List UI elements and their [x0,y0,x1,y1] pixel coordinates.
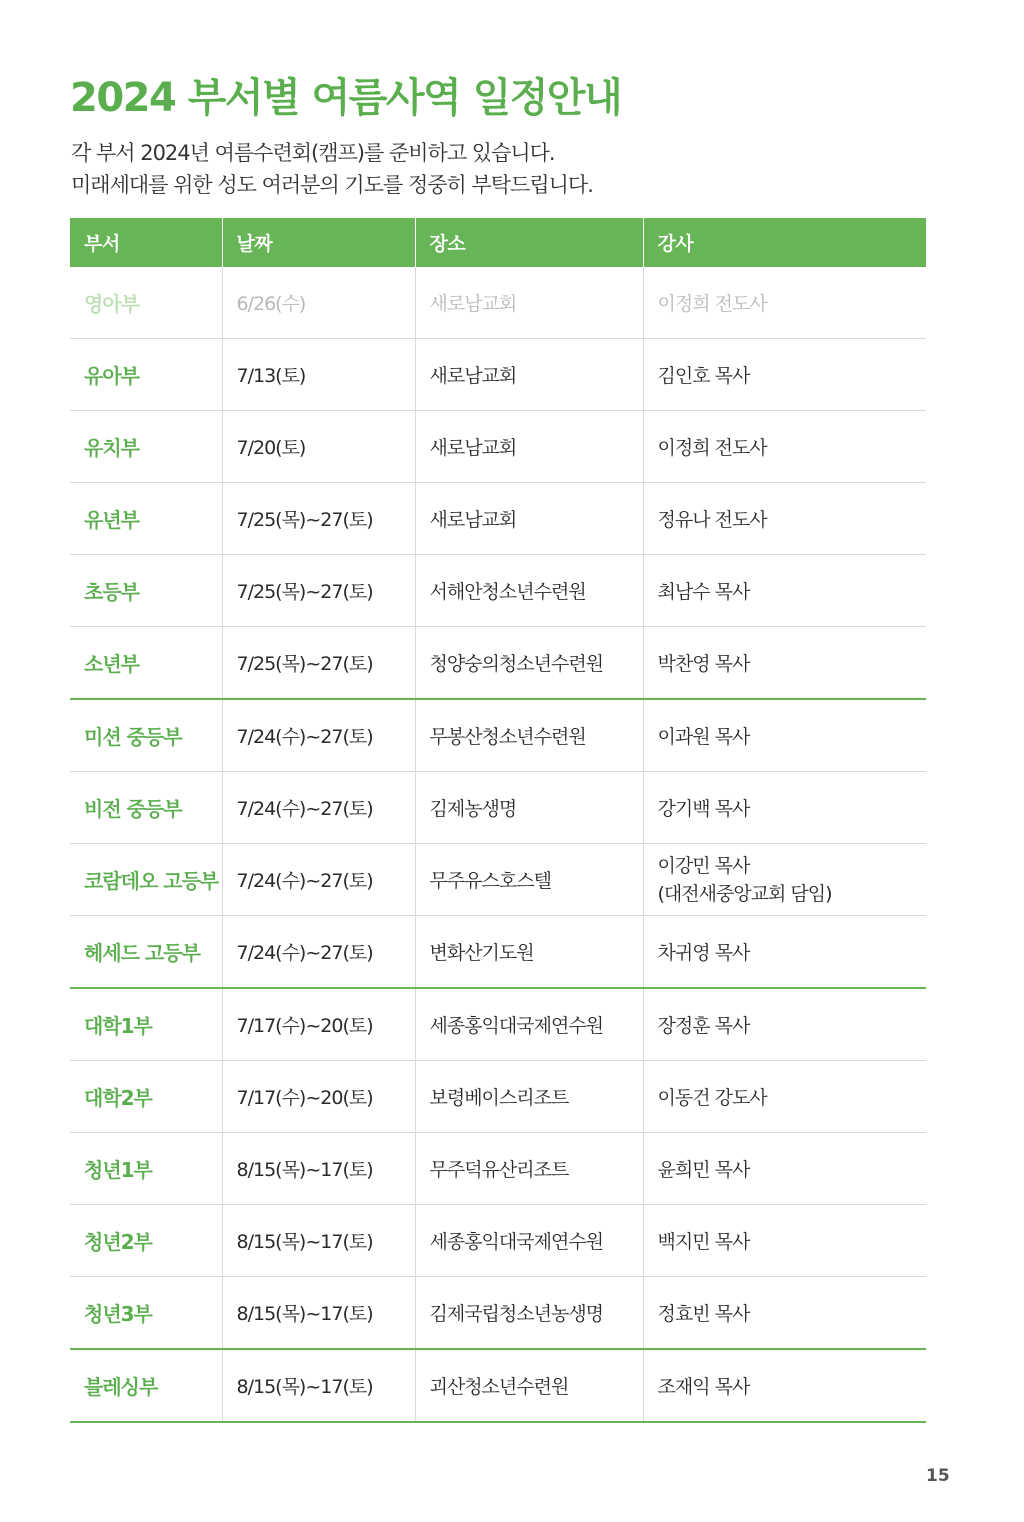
speaker-cell: 차귀영 목사 [643,916,926,989]
dept-cell: 유년부 [70,483,222,555]
speaker-cell [643,844,926,916]
date-cell: 7/24(수)~27(토) [222,699,415,772]
table-row [70,555,926,627]
speaker-cell: 박찬영 목사 [643,627,926,700]
place-cell: 괴산청소년수련원 [415,1349,643,1422]
table-row [70,772,926,844]
table-row [70,1205,926,1277]
table-row [70,988,926,1061]
speaker-cell: 최남수 목사 [643,555,926,627]
speaker-cell: 백지민 목사 [643,1205,926,1277]
dept-cell: 청년1부 [70,1133,222,1205]
place-cell: 김제농생명 [415,772,643,844]
speaker-cell: 김인호 목사 [643,339,926,411]
dept-cell: 블레싱부 [70,1349,222,1422]
dept-cell: 청년2부 [70,1205,222,1277]
speaker-cell: 이정희 전도사 [643,267,926,339]
dept-cell: 헤세드 고등부 [70,916,222,989]
speaker-cell: 이정희 전도사 [643,411,926,483]
place-cell: 세종홍익대국제연수원 [415,1205,643,1277]
date-cell: 7/24(수)~27(토) [222,844,415,916]
place-cell: 새로남교회 [415,483,643,555]
table-row [70,1061,926,1133]
table-row [70,339,926,411]
date-cell: 7/24(수)~27(토) [222,916,415,989]
dept-cell: 비전 중등부 [70,772,222,844]
dept-cell: 초등부 [70,555,222,627]
header-speaker: 강사 [643,218,926,267]
table-row [70,844,926,916]
dept-cell: 코람데오 고등부 [70,844,222,916]
date-cell: 7/17(수)~20(토) [222,1061,415,1133]
date-cell: 8/15(목)~17(토) [222,1133,415,1205]
date-cell: 7/25(목)~27(토) [222,555,415,627]
date-cell: 7/20(토) [222,411,415,483]
table-row [70,1277,926,1350]
date-cell: 7/24(수)~27(토) [222,772,415,844]
place-cell: 변화산기도원 [415,916,643,989]
intro-text [71,137,593,201]
header-date: 날짜 [222,218,415,267]
dept-cell: 대학1부 [70,988,222,1061]
place-cell: 새로남교회 [415,267,643,339]
dept-cell: 소년부 [70,627,222,700]
speaker-cell: 강기백 목사 [643,772,926,844]
place-cell: 서해안청소년수련원 [415,555,643,627]
place-cell: 청양숭의청소년수련원 [415,627,643,700]
place-cell: 새로남교회 [415,411,643,483]
dept-cell: 미션 중등부 [70,699,222,772]
speaker-cell: 이동건 강도사 [643,1061,926,1133]
schedule-table [70,218,926,1423]
dept-cell: 대학2부 [70,1061,222,1133]
dept-cell: 청년3부 [70,1277,222,1350]
speaker-cell: 윤희민 목사 [643,1133,926,1205]
place-cell: 김제국립청소년농생명 [415,1277,643,1350]
date-cell: 7/25(목)~27(토) [222,483,415,555]
intro-line: 미래세대를 위한 성도 여러분의 기도를 정중히 부탁드립니다. [71,173,593,197]
dept-cell: 유치부 [70,411,222,483]
table-row [70,1349,926,1422]
table-row [70,627,926,700]
place-cell: 보령베이스리조트 [415,1061,643,1133]
place-cell: 무주덕유산리조트 [415,1133,643,1205]
header-dept: 부서 [70,218,222,267]
table-row [70,1133,926,1205]
header-place: 장소 [415,218,643,267]
table-row [70,916,926,989]
date-cell: 8/15(목)~17(토) [222,1349,415,1422]
speaker-cell: 조재익 목사 [643,1349,926,1422]
table-header-row [70,218,926,267]
date-cell: 8/15(목)~17(토) [222,1277,415,1350]
table-row [70,483,926,555]
date-cell: 6/26(수) [222,267,415,339]
page-title: 2024 부서별 여름사역 일정안내 [70,75,622,121]
speaker-cell: 이과원 목사 [643,699,926,772]
speaker-name: 이강민 목사 [657,854,750,877]
place-cell: 무주유스호스텔 [415,844,643,916]
speaker-cell: 정효빈 목사 [643,1277,926,1350]
place-cell: 새로남교회 [415,339,643,411]
place-cell: 무봉산청소년수련원 [415,699,643,772]
table-row [70,267,926,339]
dept-cell: 영아부 [84,292,139,316]
speaker-affiliation: (대전새중앙교회 담임) [657,882,832,905]
speaker-cell: 장정훈 목사 [643,988,926,1061]
place-cell: 세종홍익대국제연수원 [415,988,643,1061]
date-cell: 8/15(목)~17(토) [222,1205,415,1277]
table-row [70,699,926,772]
date-cell: 7/13(토) [222,339,415,411]
dept-cell: 유아부 [70,339,222,411]
speaker-cell: 정유나 전도사 [643,483,926,555]
page-number: 15 [926,1466,950,1486]
date-cell: 7/17(수)~20(토) [222,988,415,1061]
date-cell: 7/25(목)~27(토) [222,627,415,700]
intro-line: 각 부서 2024년 여름수련회(캠프)를 준비하고 있습니다. [71,141,555,165]
table-row [70,411,926,483]
